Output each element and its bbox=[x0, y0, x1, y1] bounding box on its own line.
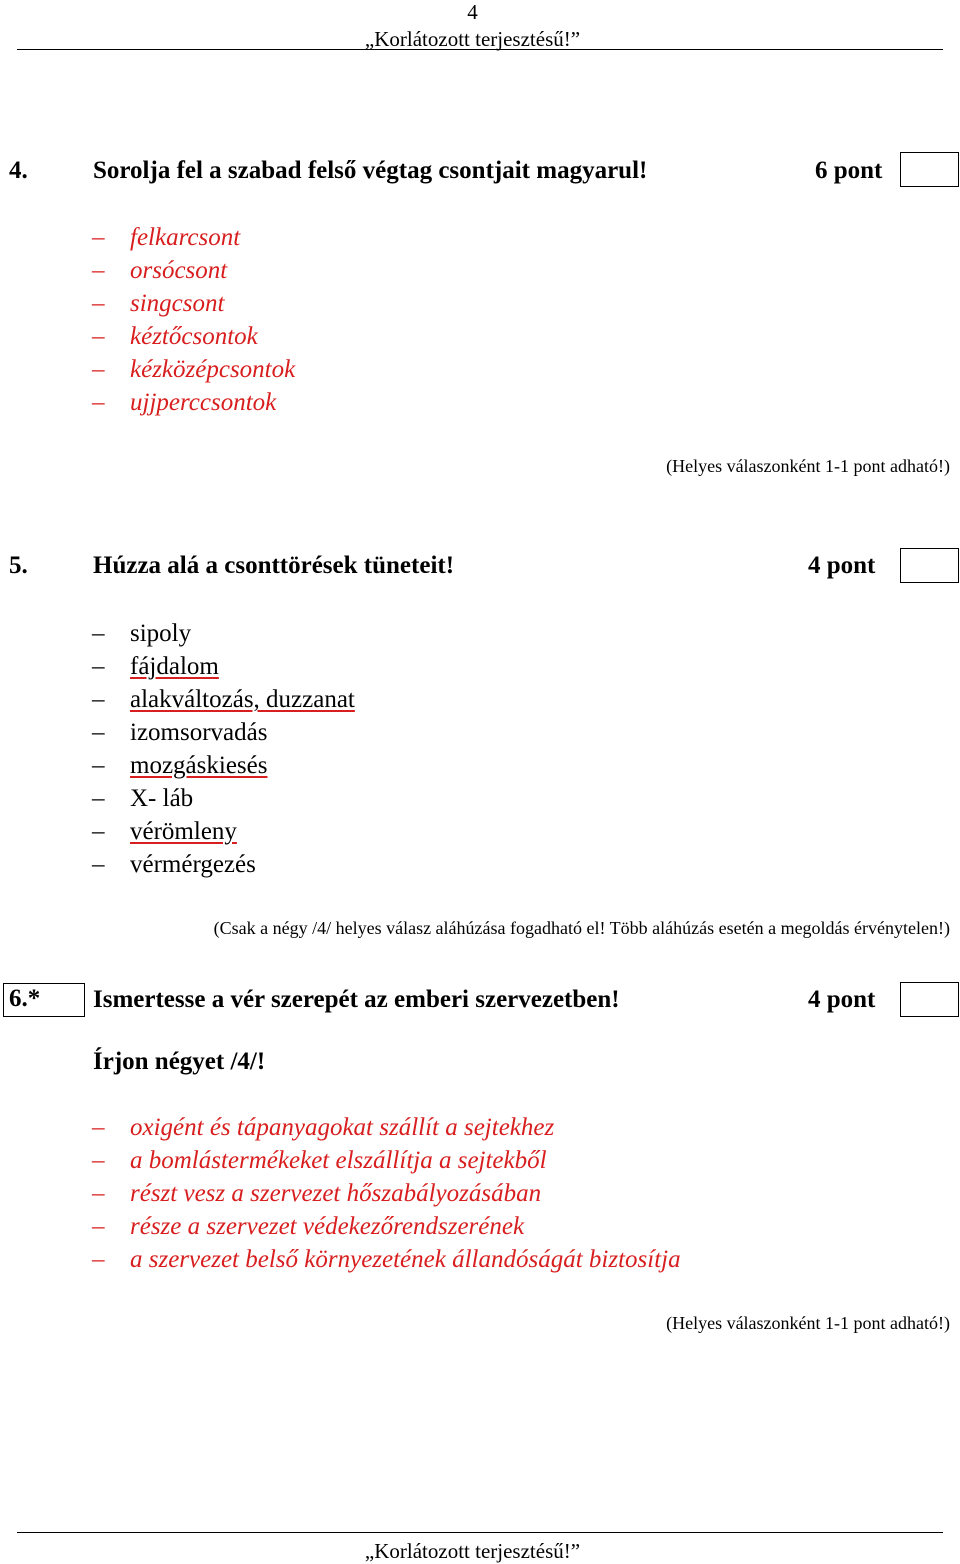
q6-number: 6.* bbox=[3, 983, 85, 1017]
q5-option[interactable]: – fájdalom bbox=[92, 653, 219, 680]
q4-answer: – felkarcsont bbox=[92, 224, 241, 251]
dash-icon: – bbox=[92, 323, 105, 350]
dash-icon: – bbox=[92, 686, 105, 713]
dash-icon: – bbox=[92, 1180, 105, 1207]
q5-option[interactable]: – vérmérgezés bbox=[92, 851, 256, 878]
q5-option[interactable]: – X- láb bbox=[92, 785, 194, 812]
q5-note: (Csak a négy /4/ helyes válasz aláhúzása fogadható el! Több aláhúzás esetén a megoldás érvénytelen!) bbox=[213, 918, 950, 938]
dash-icon: – bbox=[92, 719, 105, 746]
q4-score-box[interactable] bbox=[900, 152, 959, 187]
page-number: 4 bbox=[467, 0, 478, 24]
dash-icon: – bbox=[92, 389, 105, 416]
q5-number: 5. bbox=[9, 552, 28, 579]
dash-icon: – bbox=[92, 752, 105, 779]
q5-question: Húzza alá a csonttörések tüneteit! bbox=[93, 552, 455, 579]
q6-answer: – a szervezet belső környezetének állandóságát biztosítja bbox=[92, 1246, 681, 1273]
q6-answer: – részt vesz a szervezet hőszabályozásában bbox=[92, 1180, 542, 1207]
dash-icon: – bbox=[92, 1213, 105, 1240]
q5-option[interactable]: – sipoly bbox=[92, 620, 192, 647]
q5-option[interactable]: – alakváltozás, duzzanat bbox=[92, 686, 355, 713]
q4-number: 4. bbox=[9, 157, 28, 184]
q4-answer: – kézközépcsontok bbox=[92, 356, 296, 383]
dash-icon: – bbox=[92, 290, 105, 317]
page-footer: „Korlátozott terjesztésű!” bbox=[364, 1539, 581, 1563]
q6-answer: – a bomlástermékeket elszállítja a sejtekből bbox=[92, 1147, 547, 1174]
q4-question: Sorolja fel a szabad felső végtag csontjait magyarul! bbox=[93, 157, 648, 184]
q5-score-box[interactable] bbox=[900, 548, 959, 583]
header-divider bbox=[17, 49, 943, 50]
footer-divider bbox=[17, 1532, 943, 1533]
q6-note: (Helyes válaszonként 1-1 pont adható!) bbox=[666, 1313, 950, 1333]
q6-answer: – része a szervezet védekezőrendszerének bbox=[92, 1213, 525, 1240]
dash-icon: – bbox=[92, 785, 105, 812]
dash-icon: – bbox=[92, 257, 105, 284]
q5-option[interactable]: – mozgáskiesés bbox=[92, 752, 268, 779]
dash-icon: – bbox=[92, 356, 105, 383]
q6-question: Ismertesse a vér szerepét az emberi szervezetben! bbox=[93, 986, 620, 1013]
q6-points: 4 pont bbox=[808, 986, 876, 1013]
q4-answer: – kéztőcsontok bbox=[92, 323, 258, 350]
q6-question-line2: Írjon négyet /4/! bbox=[93, 1048, 266, 1075]
q5-option[interactable]: – vérömleny bbox=[92, 818, 237, 845]
dash-icon: – bbox=[92, 818, 105, 845]
page-header: „Korlátozott terjesztésű!” bbox=[364, 27, 581, 51]
dash-icon: – bbox=[92, 620, 105, 647]
dash-icon: – bbox=[92, 224, 105, 251]
dash-icon: – bbox=[92, 1246, 105, 1273]
dash-icon: – bbox=[92, 1147, 105, 1174]
q4-answer: – ujjperccsontok bbox=[92, 389, 277, 416]
q5-points: 4 pont bbox=[808, 552, 876, 579]
q6-score-box[interactable] bbox=[900, 982, 959, 1017]
dash-icon: – bbox=[92, 851, 105, 878]
q6-answer: – oxigént és tápanyagokat szállít a sejtekhez bbox=[92, 1114, 555, 1141]
q4-answer: – orsócsont bbox=[92, 257, 228, 284]
dash-icon: – bbox=[92, 653, 105, 680]
dash-icon: – bbox=[92, 1114, 105, 1141]
q4-points: 6 pont bbox=[815, 157, 883, 184]
q4-note: (Helyes válaszonként 1-1 pont adható!) bbox=[666, 456, 950, 476]
q5-option[interactable]: – izomsorvadás bbox=[92, 719, 268, 746]
q4-answer: – singcsont bbox=[92, 290, 225, 317]
